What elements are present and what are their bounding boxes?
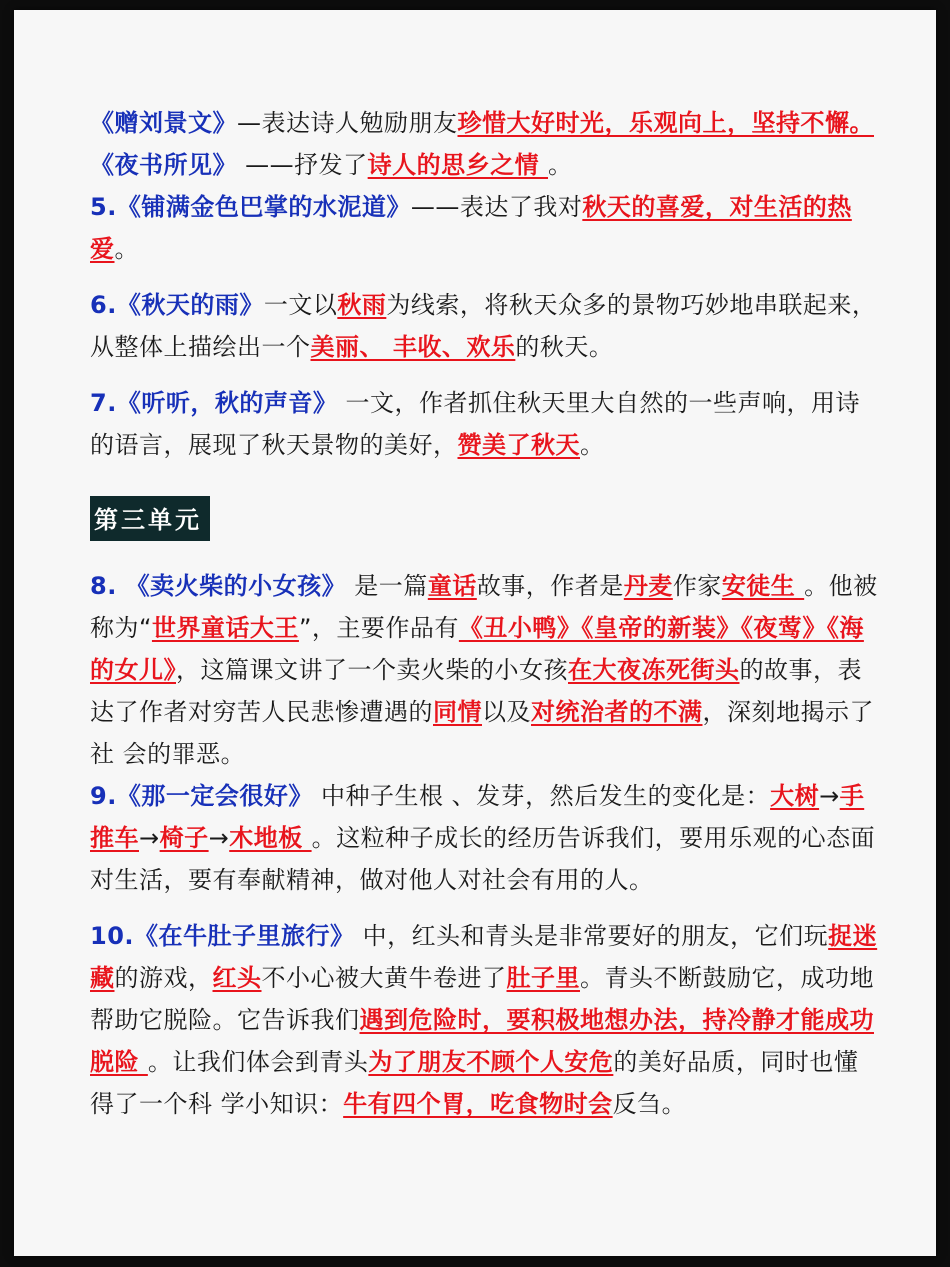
answer-text: 木地板 [229,824,312,852]
body-text: —表达诗人勉励朋友 [237,109,458,137]
answer-text: 秋雨 [337,291,387,319]
title-text: 《赠刘景文》 [90,109,237,137]
answer-text: 美丽、 丰收、欢乐 [310,333,516,361]
answer-text: 捉迷藏 [90,922,878,992]
answer-text: 童话 [427,572,477,600]
body-text: 反刍。 [612,1090,687,1118]
answer-text: 红头 [212,964,262,992]
body-text: 是一篇 [346,572,428,600]
answer-text: 诗人的思乡之情 [367,151,548,179]
entry-5 [90,186,880,270]
entry-zengliu [90,102,880,186]
answer-text: 珍惜大好时光，乐观向上，坚持不懈。 [457,109,874,137]
answer-text: 牛有四个胃，吃食物时会 [343,1090,613,1118]
body-text: 的美好品质，同时也懂得了一个科 学小知识： [90,1048,859,1118]
body-text: 作家 [672,572,722,600]
body-text: 一文以 [263,291,338,319]
answer-text: 椅子 [159,824,209,852]
body-text: 为线索，将秋天众多的景物巧妙地串联起来，从整体上描绘出一个 [90,291,877,361]
body-text: → [819,782,840,810]
answer-text: 世界童话大王 [151,614,299,642]
answer-text: 《丑小鸭》《皇帝的新装》《夜莺》《海的女儿》 [90,614,864,684]
body-text: ，这篇课文讲了一个卖火柴的小女孩 [176,656,568,684]
answer-text: 大树 [770,782,820,810]
body-text: → [208,824,230,852]
body-text: 的游戏， [114,964,213,992]
title-text: 《夜书所见》 [90,151,237,179]
document-page [14,10,936,1256]
body-text: 不小心被大黄牛卷进了 [261,964,507,992]
body-text: ”，主要作品有 [298,614,459,642]
body-text: 的秋天。 [515,333,614,361]
entry-10 [90,915,880,1125]
title-text: 5.《铺满金色巴掌的水泥道》 [90,193,411,221]
body-text: 。让我们体会到青头 [147,1048,369,1076]
answer-text: 对统治者的不满 [531,698,703,726]
body-text: 。这粒种子成长的经历告诉我们，要用乐观的心态面对生活，要有奉献精神，做对他人对社会有用的人。 [90,824,876,894]
body-text: 。 [580,431,605,459]
body-text: 中种子生根 、发芽，然后发生的变化是： [312,782,771,810]
answer-text: 丹麦 [623,572,673,600]
body-text: 的故事，表达了作者对穷苦人民悲惨遭遇的 [90,656,862,726]
unit-heading: 第三单元 [90,496,210,541]
answer-text: 手推车 [90,782,865,852]
body-text: 。 [548,151,573,179]
title-text: 8. 《卖火柴的小女孩》 [90,572,347,600]
answer-text: 肚子里 [506,964,580,992]
body-text: 以及 [482,698,531,726]
entry-6 [90,284,880,368]
body-text: ——抒发了 [237,151,368,179]
answer-text: 在大夜冻死街头 [568,656,740,684]
answer-text: 秋天的喜爱，对生活的热爱 [90,193,852,263]
body-text: → [139,824,160,852]
body-text: ——表达了我对 [410,193,583,221]
title-text: 10.《在牛肚子里旅行》 [90,922,355,950]
document-content [90,102,880,1125]
answer-text: 同情 [433,698,482,726]
body-text: 一文，作者抓住秋天里大自然的一些声响，用诗的语言，展现了秋天景物的美好， [90,389,860,459]
body-text: 中，红头和青头是非常要好的朋友，它们玩 [354,922,829,950]
entry-9 [90,775,880,901]
entry-7 [90,382,880,466]
body-text: ，深刻地揭示了社 会的罪恶。 [90,698,874,768]
answer-text: 赞美了秋天 [457,431,580,459]
entry-8 [90,565,880,775]
answer-text: 为了朋友不顾个人安危 [368,1048,614,1076]
answer-text: 遇到危险时，要积极地想办法，持冷静才能成功脱险 [90,1006,874,1076]
title-text: 7.《听听，秋的声音》 [90,389,338,417]
body-text: 故事，作者是 [476,572,624,600]
answer-text: 安徒生 [721,572,805,600]
title-text: 6.《秋天的雨》 [90,291,264,319]
body-text: 。 [114,235,139,263]
title-text: 9.《那一定会很好》 [90,782,313,810]
body-text: 。他被称为“ [90,572,878,642]
body-text: 。青头不断鼓励它，成功地帮助它脱险。它告诉我们 [90,964,874,1034]
